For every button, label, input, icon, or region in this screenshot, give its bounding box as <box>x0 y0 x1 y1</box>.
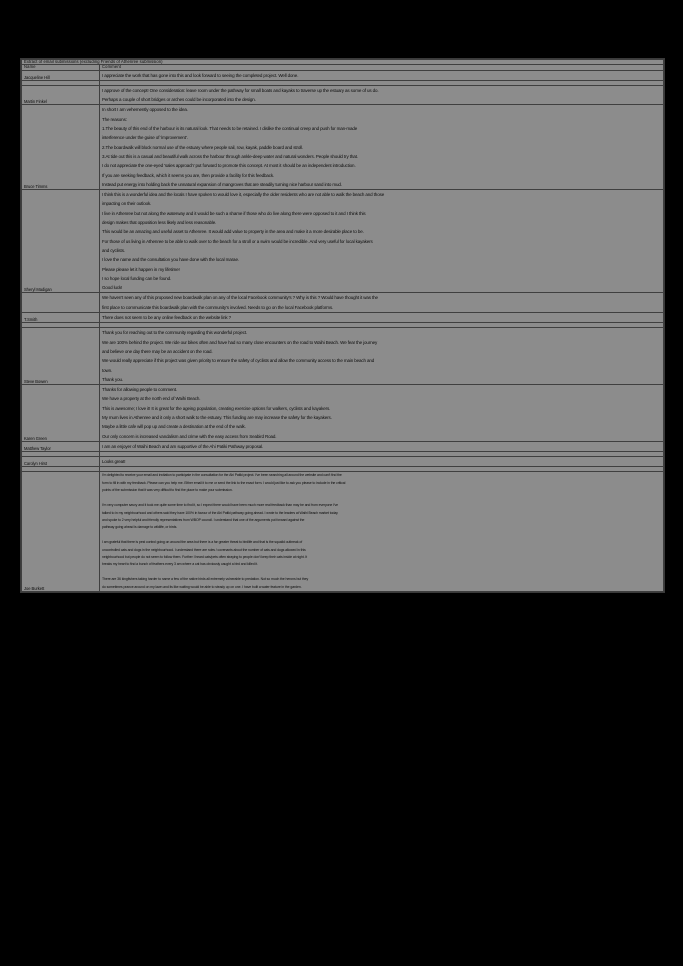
column-header-name: Name <box>22 65 100 70</box>
comment-line: Looks great! <box>102 459 126 465</box>
submitter-comment <box>100 441 664 451</box>
comment-line: 2.The boardwalk will block normal use of the estuary where people sail, row, kayak, paddle board and stroll. <box>102 144 304 150</box>
table-row <box>22 70 664 80</box>
comment-line: I am an enjoyer of Waihi Beach and am supportive of the Ahi Patiki Pathway proposal. <box>102 443 264 449</box>
page-title: Extract of email submissions (excluding Friends of Athenree submission) <box>22 60 664 65</box>
submissions-table <box>21 59 664 592</box>
submitter-comment <box>100 105 664 190</box>
comment-blank-line <box>102 532 661 539</box>
submitter-comment <box>100 85 664 105</box>
table-row <box>22 85 664 105</box>
comment-blank-line <box>102 495 661 502</box>
comment-line: 1.The beauty of this end of the harbour is its natural look. That needs to be retained. I dislike the continual creep and push for man-made <box>102 126 358 132</box>
column-header-comment: Comment <box>100 65 664 70</box>
table-row <box>22 328 664 385</box>
submitter-comment <box>100 472 664 592</box>
comment-line: points of the submission that it was very difficult to find the place to make your submission. <box>102 488 233 493</box>
submitter-name: Joe Burkett <box>22 472 100 592</box>
comment-line: and spoke to 2 very helpful and friendly representatives from WBOP council. I understand that one of the arguments put forward against the <box>102 517 305 522</box>
comment-line: I think this is a wonderful idea and the locals I have spoken to would love it, especially the older residents who are not able to walk the beach and those <box>102 192 385 198</box>
table-row <box>22 105 664 190</box>
comment-line: I appreciate the work that has gone into this and look forward to seeing the completed project. Well done. <box>102 72 299 78</box>
comment-line: I love the name and the consultation you have done with the local marae. <box>102 257 239 263</box>
submitter-comment <box>100 313 664 323</box>
comment-line: Thank you for reaching out to the community regarding this wonderful project. <box>102 330 248 336</box>
table-row <box>22 457 664 467</box>
submitter-name: Sheryl Madigan <box>22 190 100 293</box>
comment-line: talked to in my neighbourhood and others said they have 100% in favour of the Ahi Patiki pathway going ahead. I wrote to the leaders at Waihi Beach market today <box>102 510 338 515</box>
submitter-comment <box>100 328 664 385</box>
submitter-name <box>22 293 100 313</box>
submitter-comment <box>100 293 664 313</box>
comment-line: Please please let it happen in my lifetime! <box>102 266 180 272</box>
comment-line: I approve of the concept! One consideration: leave room under the pathway for small boats and kayaks to traverse up the estuary as some of us do. <box>102 87 379 93</box>
comment-line: We haven't seen any of this proposed new boardwalk plan on any of the local Facebook community's ? Why is this ? Would have thought it was the <box>102 295 378 301</box>
submitter-comment <box>100 70 664 80</box>
submitter-comment <box>100 190 664 293</box>
comment-line: neighbourhood but people do not seem to follow them. Further I heard cats/pets often straying to people don't keep their cats inside at night. It <box>102 554 308 559</box>
comment-line: Thanks for allowing people to comment. <box>102 387 177 393</box>
submitter-name: T.Smith <box>22 313 100 323</box>
submitter-name: Karen Green <box>22 385 100 442</box>
submitter-name: Bruce Timms <box>22 105 100 190</box>
comment-line: 3.At tide out this is a casual and beautiful walk across the harbour through ankle-deep water and natural wonders. People should try that. <box>102 153 358 159</box>
submitter-name: Matthew Taylor <box>22 441 100 451</box>
comment-line: town. <box>102 367 113 373</box>
comment-line: I am grateful that there is pest control going on around the area but there is a far greater threat to birdlife and that is the squalid outbreak of <box>102 540 303 545</box>
comment-line: and believe one day there may be an accident on the road. <box>102 348 213 354</box>
comment-line: For those of us living in Athenree to be able to walk over to the beach for a stroll or a swim would be incredible. And very useful for local kayakers <box>102 238 373 244</box>
comment-line: form to fill in with my feedback. Please can you help me. Either email it to me or send the link to the exact form. I would just like to ask you please to include in the critical <box>102 480 346 485</box>
comment-line: I'm delighted to receive your email and invitation to participate in the consultation for the Ahi Patiki project. I've been searching all around the website and can't find the <box>102 473 342 478</box>
table-row <box>22 385 664 442</box>
comment-line: I live in Athenree but not along the waterway and it would be such a shame if those who do live along there were opposed to it and I think this <box>102 210 366 216</box>
comment-line: This would be an amazing and useful asset to Athenree. It would add value to property in the area and make it a more desirable place to be. <box>102 229 364 235</box>
submitter-name: Carolyn Hirst <box>22 457 100 467</box>
comment-line: I do not appreciate the one-eyed 'sales approach' put forward to promote this concept. At most it should be an independent introduction. <box>102 163 356 169</box>
submitter-name: Steve Bowen <box>22 328 100 385</box>
table-row <box>22 472 664 592</box>
comment-line: There are 36 kingfishers taking harder to name a few of the native birds all extremely vulnerable to predation. Not so much the herons but they <box>102 577 309 582</box>
comment-line: The reasons: <box>102 116 127 122</box>
comment-line: Maybe a little cafe will pop up and create a destination at the end of the walk. <box>102 424 246 430</box>
comment-line: impacting on their outlook. <box>102 201 152 207</box>
table-row <box>22 441 664 451</box>
comment-line: Instead put energy into holding back the unnatural expansion of mangroves that are steadily turning nice harbour sand into mud. <box>102 181 342 187</box>
comment-line: interference under the guise of 'improvement'. <box>102 135 188 141</box>
comment-line: In short I am vehemently opposed to the idea. <box>102 107 188 113</box>
comment-line: We would really appreciate if this project was given priority to ensure the safety of cyclists and allow the community access to the main beach and <box>102 358 375 364</box>
comment-line: We are 100% behind the project. We ride our bikes often and have had so many close encounters on the road to Waihi Beach. We fear the journey <box>102 339 378 345</box>
comment-line: Perhaps a couple of short bridges or arches could be incorporated into the design. <box>102 97 256 103</box>
comment-line: breaks my heart to find a bunch of feathers every 3 am where a cat has obviously caught a bird and killed it. <box>102 562 258 567</box>
comment-line: If you are seeking feedback, which it seems you are, then provide a facility for this feedback. <box>102 172 275 178</box>
comment-line: first place to communicate this boardwalk plan with the community's involved. Needs to go on the local Facebook platforms. <box>102 304 334 310</box>
comment-line: There does not seem to be any online feedback on the website link ? <box>102 315 232 321</box>
submissions-body <box>22 70 664 591</box>
comment-line: I so hope local funding can be found. <box>102 275 172 281</box>
submitter-name: Jacqueline Hill <box>22 70 100 80</box>
comment-line: Our only concern is increased vandalism and crime with the easy access from Seabird Road. <box>102 433 277 439</box>
table-row <box>22 293 664 313</box>
table-row <box>22 190 664 293</box>
comment-line: Good luck! <box>102 285 123 291</box>
comment-line: pathway going ahead is damage to wildlife, or birds. <box>102 525 178 530</box>
comment-line: This is awesome; I love it! It is great for the ageing population, creating exercise options for walkers, cyclists and kayakers. <box>102 405 331 411</box>
submissions-document <box>20 58 665 593</box>
comment-line: uncontrolled cats and dogs in the neighbourhood. I understand there are rules / covenants about the number of cats and dogs allowed in this <box>102 547 306 552</box>
comment-blank-line <box>102 569 661 576</box>
comment-line: My mum lives in Athenree and it only a short walk to the estuary. This funding are may increase the safety for the kayakers. <box>102 414 332 420</box>
comment-line: Thank you. <box>102 376 124 382</box>
comment-line: and cyclists. <box>102 247 125 253</box>
submitter-comment <box>100 457 664 467</box>
comment-line: design makes that opposition less likely and less reasonable. <box>102 220 217 226</box>
table-row <box>22 313 664 323</box>
comment-line: do sometimes prance around on my lawn and its like waiting would be able to steady up on one. I have built a water feature in the garden. <box>102 584 302 589</box>
comment-line: I'm very computer savvy and it took me quite some time to find it, so I expect there would have been much more real feedback than may be and from everyone I've <box>102 503 339 508</box>
comment-line: We have a property at the north end of Waihi Beach. <box>102 396 201 402</box>
submitter-name: Martin Finkel <box>22 85 100 105</box>
submitter-comment <box>100 385 664 442</box>
